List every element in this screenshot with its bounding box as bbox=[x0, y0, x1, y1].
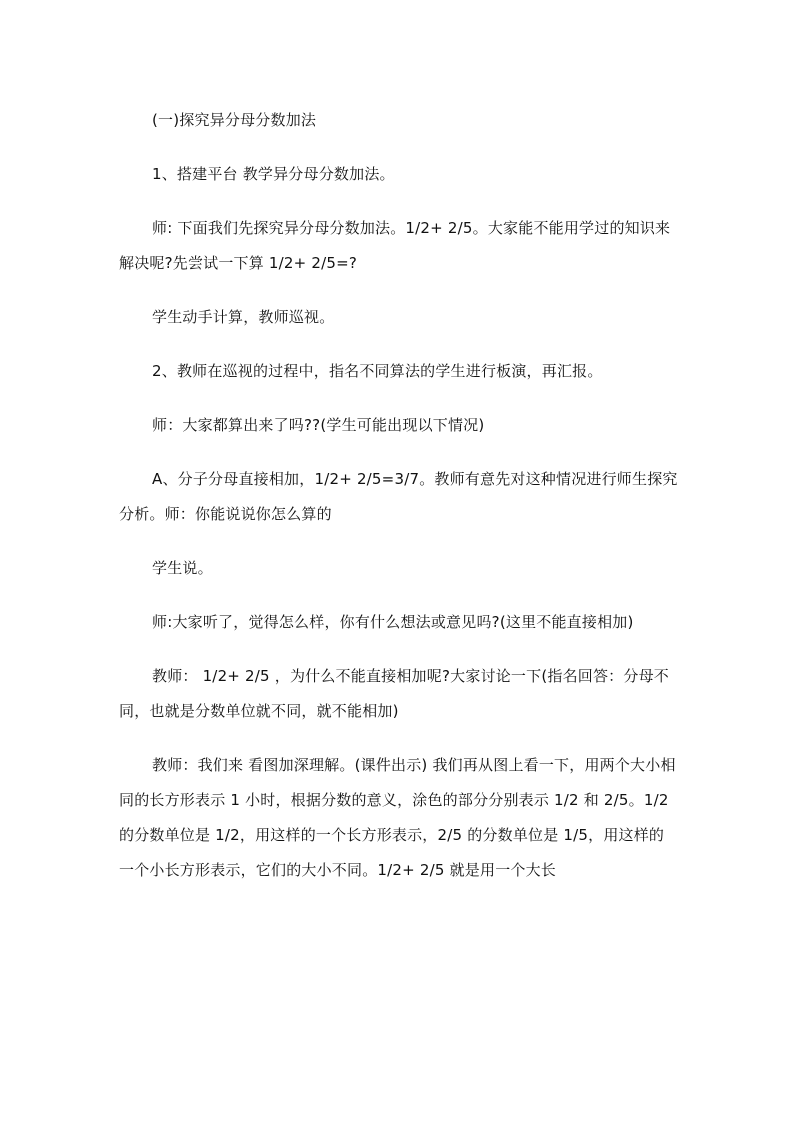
teacher-intro-paragraph: 师: 下面我们先探究异分母分数加法。1/2+ 2/5。大家能不能用学过的知识来解决呢?先尝试一下算 1/2+ 2/5=? bbox=[119, 219, 671, 272]
teacher-question-paragraph: 师：大家都算出来了吗??(学生可能出现以下情况) bbox=[152, 416, 485, 434]
teacher-diagram-paragraph: 教师：我们来 看图加深理解。(课件出示) 我们再从图上看一下，用两个大小相同的长方形表示 1 小时，根据分数的意义，涂色的部分分别表示 1/2 和 2/5。1/2 的分数单位是 1/2，用这样的一个长方形表示，2/5 的分数单位是 1/5，用这样的一个小长方形表示，它们的大小不同。1/2+ 2/5 就是用一个大长 bbox=[119, 756, 676, 879]
document-body bbox=[119, 103, 679, 907]
step-1-heading: 1、搭建平台 教学异分母分数加法。 bbox=[152, 165, 395, 183]
step-2-paragraph: 2、教师在巡视的过程中，指名不同算法的学生进行板演，再汇报。 bbox=[152, 362, 603, 380]
teacher-discussion-paragraph: 教师： 1/2+ 2/5 ，为什么不能直接相加呢?大家讨论一下(指名回答：分母不同，也就是分数单位就不同，就不能相加) bbox=[119, 667, 669, 720]
student-calculation-paragraph: 学生动手计算，教师巡视。 bbox=[152, 308, 335, 326]
student-says-paragraph: 学生说。 bbox=[152, 559, 213, 577]
teacher-opinion-paragraph: 师:大家听了，觉得怎么样，你有什么想法或意见吗?(这里不能直接相加) bbox=[152, 613, 634, 631]
section-heading: (一)探究异分母分数加法 bbox=[152, 111, 317, 129]
case-a-paragraph: A、分子分母直接相加，1/2+ 2/5=3/7。教师有意先对这种情况进行师生探究分析。师：你能说说你怎么算的 bbox=[119, 470, 678, 523]
